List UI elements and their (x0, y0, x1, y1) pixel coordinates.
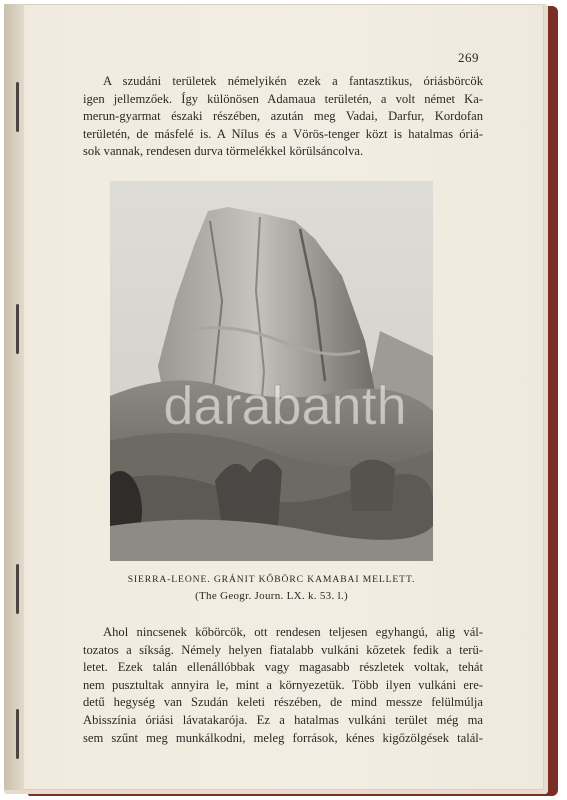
granite-rock-photo (110, 181, 433, 561)
figure-caption-title: SIERRA-LEONE. GRÁNIT KŐBÖRC KAMABAI MELLETT. (127, 574, 416, 585)
page-number: 269 (458, 50, 479, 65)
rock-photo-illustration (110, 181, 433, 561)
text-line: letet. Ezek talán ellenállóbbak vagy magasabb részletek voltak, tehát (83, 660, 483, 675)
text-line: igen jellemzőek. Így különösen Adamaua területén, a volt német Ka- (83, 91, 483, 106)
figure-caption-source: (The Geogr. Journ. LX. k. 53. l.) (195, 590, 348, 602)
watermark (115, 372, 455, 442)
text-line: A szudáni területek némelyikén ezek a fantasztikus, óriásbörcök (103, 74, 483, 88)
text-line: Ahol nincsenek kőbörcök, ott rendesen teljesen egyhangú, alig vál- (103, 625, 483, 639)
binding-stitch (16, 564, 19, 614)
text-line: merun-gyarmat északi részében, azután meg Vadai, Darfur, Kordofan (83, 109, 483, 124)
body-paragraph (83, 624, 483, 747)
page-gutter (4, 4, 24, 790)
binding-stitch (16, 304, 19, 354)
intro-paragraph (83, 73, 483, 161)
text-line: sok vannak, rendesen durva törmelékkel körülsáncolva. (83, 144, 364, 159)
binding-stitch (16, 709, 19, 759)
text-line: detű hegység van Szudán keleti részében, de mind messze felülmúlja (83, 695, 483, 710)
text-line: tozatos a síkság. Némely helyen fiatalabb vulkáni kőzetek fedik a terü- (83, 642, 483, 657)
text-line: nem pusztultak annyira le, mint a környezetük. Több ilyen vulkáni ere- (83, 677, 483, 692)
text-line: Abisszínia óriási lávatakarója. Ez a hatalmas vulkáni terület még ma (83, 712, 483, 727)
text-line: sem szűnt meg munkálkodni, meleg források, kénes kigőzölgések talál- (83, 730, 483, 745)
binding-stitch (16, 82, 19, 132)
watermark-text: darabanth (163, 376, 407, 436)
text-line: területén, de másfelé is. A Nílus és a Vörös-tenger közt is hatalmas óriá- (83, 126, 483, 141)
